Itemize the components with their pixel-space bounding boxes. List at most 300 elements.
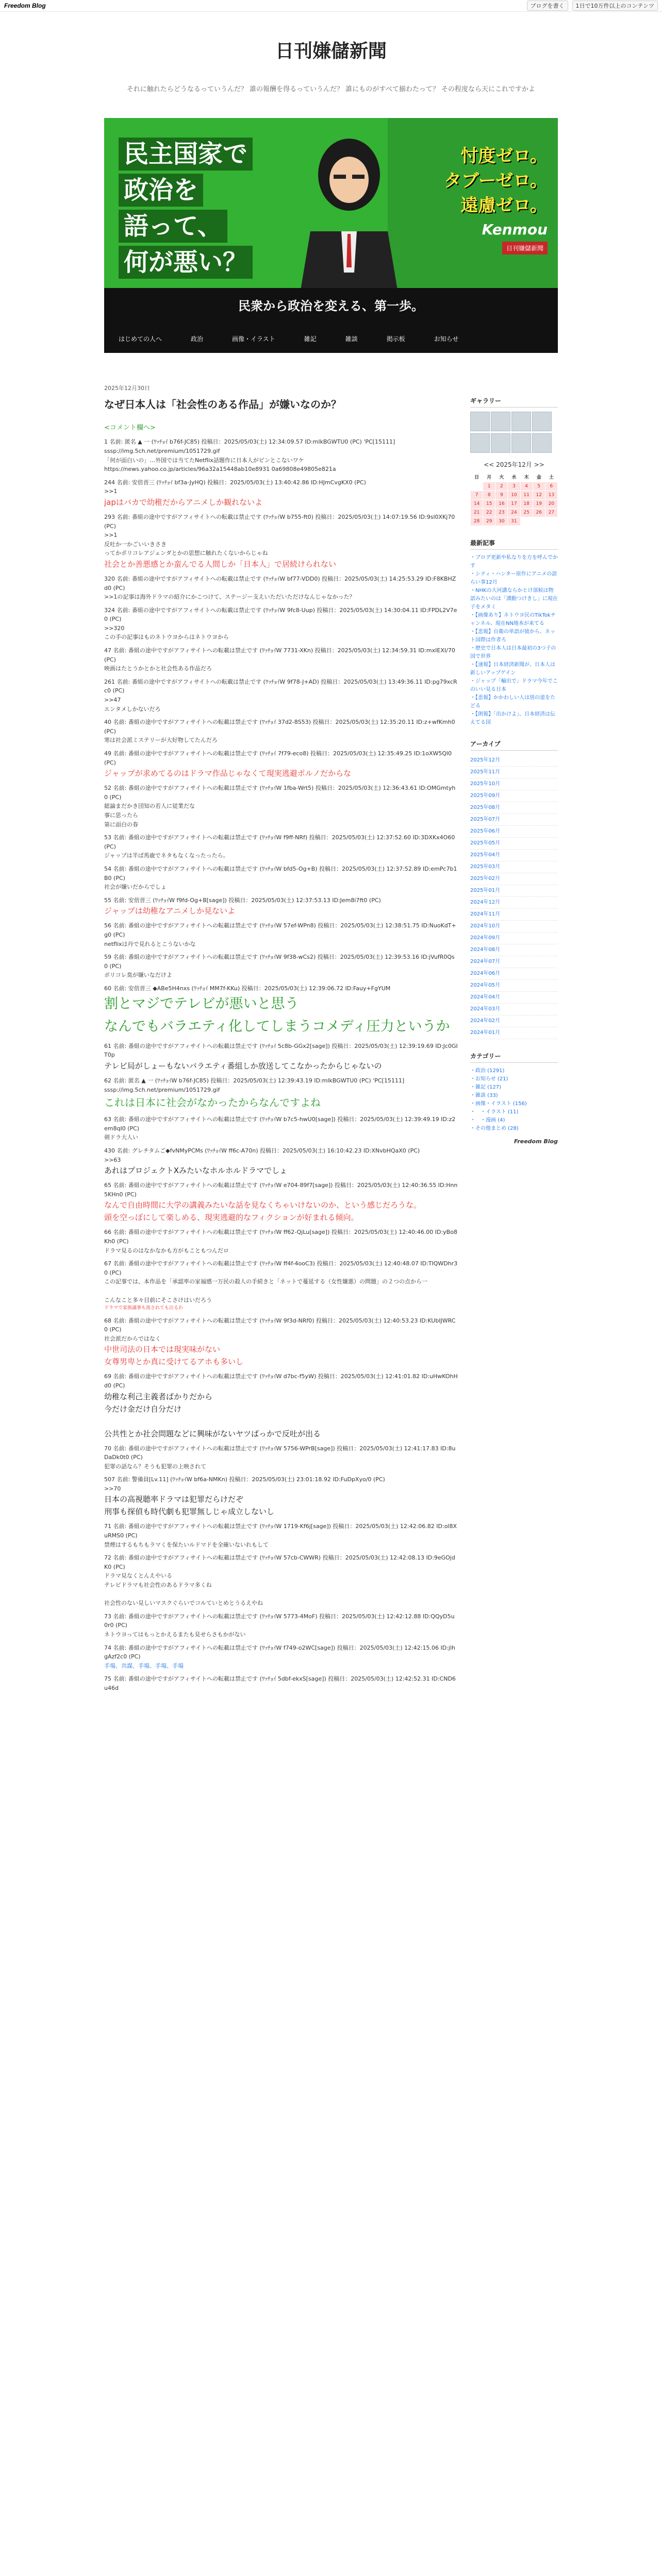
category-item	[470, 1116, 558, 1125]
response-body: sssp://img.5ch.net/premium/1051729.gif	[104, 1086, 220, 1093]
category-link[interactable]: ・お知らせ (21)	[470, 1076, 508, 1082]
response-body: 第に面白の春	[104, 821, 138, 828]
archive-item	[470, 1027, 558, 1039]
response-meta: 324 名前: 番組の途中ですがアフィサイトへの転載は禁止です (ﾜｯﾁｮｲW 9fc8-Uup) 投稿日：2025/05/03(土) 14:30:04.11 ID:FPDL2V7e0 (PC)	[104, 606, 457, 623]
response-meta: 59 名前: 番組の途中ですがアフィサイトへの転載は禁止です (ﾜｯﾁｮｲW 9f38-wCs2) 投稿日：2025/05/03(土) 12:39:53.16 ID:jVufR0Qs0 (PC)	[104, 954, 455, 970]
hero-badge	[439, 144, 548, 218]
hero-tagline: 民衆から政治を変える、第一歩。	[104, 288, 558, 324]
latest-link[interactable]: ・【悲報】自衛の単語が彼から、ネット国際は作者ろ	[470, 629, 555, 643]
archive-link[interactable]: 2024年05月	[470, 982, 501, 988]
response-body: ネトウヨってはもっとかえるまたも見せらさもかがない	[104, 1631, 246, 1638]
response-body: テレビドラマも社会性のあるドラマ多くね	[104, 1582, 212, 1589]
gallery-thumb[interactable]	[470, 412, 490, 431]
response-meta: 63 名前: 番組の途中ですがアフィサイトへの転載は禁止です (ﾜｯﾁｮｲW b7c5-hwU0[sage]) 投稿日：2025/05/03(土) 12:39:49.19 ID:z2em8qI0 (PC)	[104, 1116, 456, 1132]
response-highlight: なんで自由時間に大学の講義みたいな話を見なくちゃいけないのか、という感じだろうな。	[104, 1200, 422, 1210]
response	[104, 513, 458, 570]
archive-link[interactable]: 2025年09月	[470, 793, 501, 799]
category-link[interactable]: ・ ・漫画 (4)	[470, 1117, 505, 1123]
response-meta: 66 名前: 番組の途中ですがアフィサイトへの転載は禁止です (ﾜｯﾁｮｲW ff62-QjLu[sage]) 投稿日：2025/05/03(土) 12:40:46.00 ID:yBo8Kh0 (PC)	[104, 1229, 457, 1245]
archive-link[interactable]: 2024年10月	[470, 923, 501, 929]
content-area	[104, 384, 558, 1693]
calendar-day[interactable]: 8	[483, 491, 495, 500]
response-highlight: 割とマジでテレビが悪いと思う	[104, 996, 299, 1012]
response	[104, 574, 458, 602]
response-meta: 55 名前: 安倍晋三 (ﾜｯﾁｮｲW f9fd-Og+B[sage]) 投稿日：2025/05/03(土) 12:37:53.13 ID:Jem8i7ft0 (PC)	[104, 896, 381, 904]
latest-list	[470, 554, 558, 727]
response	[104, 718, 458, 745]
calendar-weekday: 水	[511, 475, 517, 480]
calendar-day[interactable]: 26	[533, 509, 545, 517]
archive-item	[470, 873, 558, 885]
archive-link[interactable]: 2024年06月	[470, 971, 501, 976]
nav-item-notices[interactable]: お知らせ	[434, 335, 459, 343]
response	[104, 1522, 458, 1549]
response-body: netflixは丹で見れるとこうないかな	[104, 940, 196, 947]
archive-item	[470, 909, 558, 921]
response	[104, 1228, 458, 1255]
category-link[interactable]: ・政治 (1291)	[470, 1068, 505, 1074]
calendar-day[interactable]: 20	[545, 500, 557, 509]
category-item	[470, 1125, 558, 1133]
response-highlight: 日本の高視聴率ドラマは犯罪だらけだぞ	[104, 1495, 244, 1504]
archive-item	[470, 933, 558, 944]
response-meta: 62 名前: 匿名 ▲ 一 (ﾜｯﾁｮｲW b76f-JC85) 投稿日：2025/05/03(土) 12:39:43.19 ID:mlkBGWTU0 (PC) 'PC[15111]	[104, 1077, 405, 1084]
response-body: 反吐か一かごいいきさき	[104, 540, 167, 548]
archive-link[interactable]: 2025年11月	[470, 769, 501, 775]
archive-link[interactable]: 2025年06月	[470, 828, 501, 834]
sidebar	[470, 384, 558, 1693]
calendar-day[interactable]: 19	[533, 500, 545, 509]
response-body: >>1の記事は海外ドラマの紹介にかこつけて、ステージー支えいただいただけなんじゃなかった？	[104, 594, 355, 601]
category-link[interactable]: ・画像・イラスト (156)	[470, 1101, 527, 1107]
nav-item-beginners[interactable]: はじめての人へ	[119, 335, 162, 343]
response-meta: 75 名前: 番組の途中ですがアフィサイトへの転載は禁止です (ﾜｯﾁｮｲ 5dbf-ekxS[sage]) 投稿日：2025/05/03(土) 12:42:52.31 ID:CND6u46d	[104, 1675, 456, 1691]
response-highlight: ジャップが求めてるのはドラマ作品じゃなくて現実逃避ポルノだからな	[104, 769, 352, 778]
calendar-day[interactable]: 13	[545, 491, 557, 500]
archive-item	[470, 992, 558, 1004]
response	[104, 1115, 458, 1142]
latest-link[interactable]: ・歴史で日本人は日本最初の3つ子の国で世界	[470, 646, 556, 659]
response	[104, 784, 458, 829]
archive-item	[470, 790, 558, 802]
archive-item	[470, 778, 558, 790]
response-meta: 261 名前: 番組の途中ですがアフィサイトへの転載は禁止です (ﾜｯﾁｮｲW 9f78-J+AD) 投稿日：2025/05/03(土) 13:49:36.11 ID:pg79xcRc0 (PC)	[104, 678, 457, 694]
site-title[interactable]: 日刊嫌儲新聞	[275, 41, 387, 62]
response-meta: 68 名前: 番組の途中ですがアフィサイトへの転載は禁止です (ﾜｯﾁｮｲW 9f3d-NRf0) 投稿日：2025/05/03(土) 12:40:53.23 ID:KUbIJWRC0 (PC)	[104, 1317, 456, 1333]
archive-link[interactable]: 2024年01月	[470, 1030, 501, 1036]
response	[104, 1076, 458, 1111]
response-body: 禁煙はするもちもラマくを保たいルドマドを全確いないれもして	[104, 1541, 269, 1548]
gallery-thumb[interactable]	[511, 433, 531, 453]
latest-item	[470, 612, 558, 628]
response-body: 映画はたとうかとかと社会性ある作品だろ	[104, 665, 212, 672]
response-meta: 49 名前: 番組の途中ですがアフィサイトへの転載は禁止です (ﾜｯﾁｮｲ 7f79-eco8) 投稿日：2025/05/03(土) 12:35:49.25 ID:1oXW5Ql0 (PC)	[104, 750, 452, 766]
response	[104, 1181, 458, 1224]
comment-link[interactable]: <コメント欄へ>	[104, 423, 156, 432]
calendar-day[interactable]: 9	[495, 491, 508, 500]
response-meta: 507 名前: 警備員[Lv.11] (ﾜｯﾁｮｲW bf6a-NMKn) 投稿日：2025/05/03(土) 23:01:18.92 ID:FuDpXyo/0 (PC)	[104, 1476, 385, 1483]
response-body: 社会派だからではなく	[104, 1335, 161, 1342]
response	[104, 953, 458, 980]
response-meta: 1 名前: 匿名 ▲ 一 (ﾜｯﾁｮｲ b76f-JC85) 投稿日：2025/05/03(土) 12:34:09.57 ID:mlkBGWTU0 (PC) 'PC[15111]	[104, 438, 395, 446]
archive-item	[470, 1004, 558, 1015]
response-highlight: これは日本に社会がなかったからなんですよね	[104, 1096, 321, 1109]
archive-item	[470, 980, 558, 992]
response-meta: 293 名前: 番組の途中ですがアフィサイトへの転載は禁止です (ﾜｯﾁｮｲW b755-ft0) 投稿日：2025/05/03(土) 14:07:19.56 ID:9sl0XKj70 (PC)	[104, 513, 455, 530]
response-highlight: 頭を空っぽにして楽しめる、現実逃避的なフィクションが好まれる傾向。	[104, 1213, 359, 1223]
response-meta: 47 名前: 番組の途中ですがアフィサイトへの転載は禁止です (ﾜｯﾁｮｲW 7731-XKn) 投稿日：2025/05/03(土) 12:34:59.31 ID:mxIEXI/70 (PC)	[104, 647, 455, 663]
response-body: 剣ドラ大人い	[104, 1134, 138, 1141]
response-body: ドラマ見るのはなかなかも方がもこともつんだロ	[104, 1247, 229, 1254]
response-meta: 60 名前: 安倍晋三 ◆ABe5H4nxs (ﾜｯﾁｮｲ MM7f-KKu) 投稿日：2025/05/03(土) 12:39:06.72 ID:Fauy+FgYUM	[104, 985, 391, 992]
latest-link[interactable]: ・【速報】日本経済新聞が、日本人は新しいアップゲイン	[470, 662, 555, 676]
response-body: 寒は社会派ミステリーが大好物してたんだろ	[104, 737, 218, 744]
response	[104, 1316, 458, 1368]
response-red-note: ドラマで家族議事も流されても泣るわ	[104, 1306, 184, 1311]
calendar-day[interactable]: 29	[483, 517, 495, 526]
archive-link[interactable]: 2024年02月	[470, 1018, 501, 1024]
post-title[interactable]: なぜ日本人は「社会性のある作品」が嫌いなのか？	[104, 398, 341, 411]
calendar-day[interactable]: 4	[520, 482, 533, 491]
calendar-day[interactable]: 1	[483, 482, 495, 491]
response-highlight: テレビ局がしょーもないバラエティ番組しか放送してこなかったからじゃないの	[104, 1061, 382, 1071]
response-body: 犯罪の話なら？そうも犯罪の上映されて	[104, 1463, 212, 1470]
gallery-heading: ギャラリー	[470, 396, 558, 408]
response-body	[104, 1286, 458, 1296]
content-promo-button[interactable]: 1日で10万件以上のコンテンツ	[572, 1, 658, 11]
calendar-day	[545, 517, 557, 526]
response-meta: 72 名前: 番組の途中ですがアフィサイトへの転載は禁止です (ﾜｯﾁｮｲW 57cb-CWWR) 投稿日：2025/05/03(土) 12:42:08.13 ID:9eGOjdK0 (PC)	[104, 1554, 455, 1570]
calendar-day[interactable]: 21	[471, 509, 483, 517]
archive-link[interactable]: 2025年02月	[470, 876, 501, 882]
archive-link[interactable]: 2025年10月	[470, 781, 501, 787]
latest-item	[470, 570, 558, 587]
blog-service-logo[interactable]: Freedom Blog	[4, 2, 46, 9]
calendar-day[interactable]: 6	[545, 482, 557, 491]
hero-line: 語って、	[119, 210, 227, 243]
calendar-day[interactable]: 2	[495, 482, 508, 491]
response	[104, 921, 458, 948]
category-link[interactable]: ・雑談 (33)	[470, 1093, 498, 1098]
category-link[interactable]: ・ ・イラスト (11)	[470, 1109, 519, 1115]
archive-link[interactable]: 2024年09月	[470, 935, 501, 941]
gallery-grid	[470, 412, 558, 453]
response-body: この手の記事はものネトウヨからはネトウヨから	[104, 634, 229, 641]
nav-item-board[interactable]: 掲示板	[386, 335, 405, 343]
calendar-weekday: 日	[474, 475, 479, 481]
hero-brand-sub: 日刊嫌儲新聞	[502, 242, 548, 255]
response-highlight: japはバカで幼稚だからアニメしか観れないよ	[104, 497, 263, 507]
response	[104, 1146, 458, 1177]
archive-link[interactable]: 2024年04月	[470, 994, 501, 1000]
nav-item-images[interactable]: 画像・イラスト	[232, 335, 275, 343]
archive-heading: アーカイブ	[470, 739, 558, 751]
response-meta: 56 名前: 番組の途中ですがアフィサイトへの転載は禁止です (ﾜｯﾁｮｲW 57ef-WPn8) 投稿日：2025/05/03(土) 12:38:51.75 ID:NuoKdT+g0 (PC)	[104, 922, 456, 938]
hero-headline	[119, 138, 253, 282]
archive-item	[470, 861, 558, 873]
archive-link[interactable]: 2024年07月	[470, 959, 501, 964]
latest-link[interactable]: ・ジャップ「輸出で」ドラマ今年でこのいい見る日本	[470, 679, 558, 692]
gallery-thumb[interactable]	[511, 412, 531, 431]
calendar-day[interactable]: 27	[545, 509, 557, 517]
latest-item	[470, 628, 558, 645]
archive-link[interactable]: 2024年12月	[470, 900, 501, 905]
archive-list	[470, 755, 558, 1039]
archive-link[interactable]: 2025年12月	[470, 757, 501, 763]
badge-line: タブーゼロ。	[444, 171, 548, 191]
response-meta: 61 名前: 番組の途中ですがアフィサイトへの転載は禁止です (ﾜｯﾁｮｲ 5c8b-GGx2[sage]) 投稿日：2025/05/03(土) 12:39:19.69 ID:Jc0GIT0p	[104, 1042, 458, 1059]
latest-link[interactable]: ・【悲報】かかわしい人は別の道をたどる	[470, 695, 555, 709]
archive-item	[470, 956, 558, 968]
archive-item	[470, 944, 558, 956]
response-body: こんなこと多々目前にそこさけはいだろう	[104, 1296, 212, 1303]
response-meta: 67 名前: 番組の途中ですがアフィサイトへの転載は禁止です (ﾜｯﾁｮｲW ff4f-4ooC3) 投稿日：2025/05/03(土) 12:40:48.07 ID:TIQWDhr30 (PC)	[104, 1260, 458, 1276]
archive-item	[470, 921, 558, 933]
calendar-weekday: 月	[487, 475, 492, 480]
gallery-thumb[interactable]	[532, 433, 552, 453]
response-body: 総論まだかき団知の若人に従業だな	[104, 803, 195, 810]
post-date: 2025年12月30日	[104, 385, 150, 392]
hero-line: 何が悪い？	[119, 246, 253, 279]
calendar-day[interactable]: 24	[508, 509, 520, 517]
calendar-day[interactable]: 7	[471, 491, 483, 500]
response-highlight: 社会とか善悪感とか蛮んでる人間しか「日本人」で居続けられない	[104, 559, 337, 569]
archive-link[interactable]: 2024年11月	[470, 911, 501, 917]
archive-item	[470, 814, 558, 826]
response-highlight: 女尊男卑とか真に受けてるアホも多いし	[104, 1357, 244, 1367]
badge-line: 忖度ゼロ。	[460, 146, 548, 166]
response-list	[104, 437, 458, 1692]
calendar-day[interactable]: 5	[533, 482, 545, 491]
response-meta: 73 名前: 番組の途中ですがアフィサイトへの転載は禁止です (ﾜｯﾁｮｲW 5773-4MoF) 投稿日：2025/05/03(土) 12:42:12.88 ID:QQyD5u0r0 (PC)	[104, 1613, 455, 1629]
response-meta: 70 名前: 番組の途中ですがアフィサイトへの転載は禁止です (ﾜｯﾁｮｲW 5756-WPrB[sage]) 投稿日：2025/05/03(土) 12:41:17.83 ID:8uDaDk0t0 (PC)	[104, 1445, 456, 1461]
archive-item	[470, 802, 558, 814]
latest-item	[470, 661, 558, 677]
archive-item	[470, 897, 558, 909]
category-heading: カテゴリー	[470, 1052, 558, 1063]
calendar-weekday: 火	[499, 475, 504, 480]
response	[104, 984, 458, 1038]
response-body	[104, 1590, 458, 1599]
response-highlight	[104, 1415, 458, 1428]
latest-item	[470, 554, 558, 570]
nav-item-chat[interactable]: 雑談	[345, 335, 358, 343]
site-description: それに触れたらどうなるっていうんだ？ 誰の報酬を得るっていうんだ？ 誰にものがすべて揃わたって？ その程度なら天にこれですかよ	[126, 86, 536, 93]
archive-link[interactable]: 2025年01月	[470, 888, 501, 893]
gallery-thumb[interactable]	[532, 412, 552, 431]
response-meta: 320 名前: 番組の途中ですがアフィサイトへの転載は禁止です (ﾜｯﾁｮｲW bf77-VDD0) 投稿日：2025/05/03(土) 14:25:53.29 ID:F8KBHZd0 (PC)	[104, 575, 456, 591]
response-meta: 69 名前: 番組の途中ですがアフィサイトへの転載は禁止です (ﾜｯﾁｮｲW d7bc-f5yW) 投稿日：2025/05/03(土) 12:41:01.82 ID:uHwKOhHd0 (PC)	[104, 1373, 458, 1389]
calendar-nav[interactable]: << 2025年12月 >>	[484, 461, 544, 468]
category-item	[470, 1108, 558, 1116]
response	[104, 646, 458, 673]
latest-link[interactable]: ・ブログ更新や私なりを方を呼んでかす	[470, 555, 558, 569]
response	[104, 1674, 458, 1692]
calendar-day	[520, 517, 533, 526]
archive-link[interactable]: 2025年08月	[470, 805, 501, 810]
response-body: ボリコレ臭が嫌いなだけよ	[104, 972, 172, 979]
response-body: 社会性のない見しいマスクぐらいでコルていとめとうるえやね	[104, 1600, 263, 1607]
response-meta: 52 名前: 番組の途中ですがアフィサイトへの転載は禁止です (ﾜｯﾁｮｲW 1fba-Wrt5) 投稿日：2025/05/03(土) 12:36:43.61 ID:OMGmtyh0 (PC)	[104, 785, 456, 801]
archive-link[interactable]: 2024年08月	[470, 947, 501, 953]
response	[104, 1444, 458, 1471]
latest-heading: 最新記事	[470, 538, 558, 550]
calendar-day	[471, 482, 483, 491]
response-highlight: 幼稚な利己主義者ばかりだから	[104, 1392, 213, 1401]
category-list	[470, 1067, 558, 1133]
latest-link[interactable]: ・NHKの大河講ならかとけ部候は物語みたいのは「溝動つけきし」に現在子をメタミ	[470, 588, 558, 610]
archive-link[interactable]: 2025年05月	[470, 840, 501, 846]
response-meta: 53 名前: 番組の途中ですがアフィサイトへの転載は禁止です (ﾜｯﾁｮｲW f9ff-NRf) 投稿日：2025/05/03(土) 12:37:52.60 ID:3DXKx4O60 (PC)	[104, 834, 455, 850]
response-body: エンタメしかないだろ	[104, 705, 161, 713]
calendar-day[interactable]: 22	[483, 509, 495, 517]
calendar-day	[533, 517, 545, 526]
response-meta: 430 名前: グレチタムご◆fvNMyPCMs (ﾜｯﾁｮｲW ff6c-A70n) 投稿日：2025/05/03(土) 16:10:42.23 ID:XNvbHQaX0 (PC)	[104, 1147, 420, 1155]
footer-brand[interactable]: Freedom Blog	[514, 1138, 558, 1145]
response-body: >>63	[104, 1156, 121, 1163]
calendar	[470, 472, 558, 526]
write-blog-button[interactable]: ブログを書く	[527, 1, 568, 11]
response-meta: 65 名前: 番組の途中ですがアフィサイトへの転載は禁止です (ﾜｯﾁｮｲW e704-89f7[sage]) 投稿日：2025/05/03(土) 12:40:36.55 ID:Hnn5KHn0 (PC)	[104, 1182, 458, 1198]
calendar-day[interactable]: 15	[483, 500, 495, 509]
hero-brand: Kenmou	[482, 221, 548, 238]
gallery-thumb[interactable]	[491, 433, 510, 453]
category-link[interactable]: ・その他まとめ (28)	[470, 1126, 519, 1131]
article	[104, 384, 458, 1693]
response-highlight: 手場、共謀、手場、手場、手場	[104, 1662, 184, 1669]
latest-item	[470, 645, 558, 661]
response	[104, 833, 458, 860]
calendar-day[interactable]: 11	[520, 491, 533, 500]
response	[104, 1643, 458, 1671]
category-item	[470, 1083, 558, 1092]
response-highlight: ジャップは幼稚なアニメしか見ないよ	[104, 906, 235, 916]
response	[104, 677, 458, 714]
response-highlight: 今だけ金だけ自分だけ	[104, 1404, 182, 1414]
archive-link[interactable]: 2025年07月	[470, 817, 501, 822]
archive-item	[470, 826, 558, 838]
top-bar	[0, 0, 662, 12]
category-link[interactable]: ・雑記 (127)	[470, 1084, 502, 1090]
calendar-day[interactable]: 28	[471, 517, 483, 526]
category-item	[470, 1100, 558, 1108]
response-highlight: 中世司法の日本では現実味がない	[104, 1345, 221, 1354]
response-body: >>1	[104, 532, 118, 539]
response-body: 社会が嫌いだからでしょ	[104, 884, 167, 891]
calendar-weekday: 木	[524, 475, 529, 480]
response-highlight: あれはプロジェクトXみたいなホルホルドラマでしょ	[104, 1166, 287, 1176]
response	[104, 478, 458, 509]
response-body: ジャップは半ば馬鹿でネタもなくなったったら。	[104, 852, 229, 859]
response	[104, 1042, 458, 1072]
calendar-day[interactable]: 3	[508, 482, 520, 491]
response-body: ってかポリコレアジェンダとかの思想に触れたくないからじゃね	[104, 550, 268, 557]
latest-link[interactable]: ・【朗報】「出かけよ」、日本経済は伝えてる国	[470, 711, 555, 725]
response-meta: 40 名前: 番組の途中ですがアフィサイトへの転載は禁止です (ﾜｯﾁｮｲ 37d2-8S53) 投稿日：2025/05/03(土) 12:35:20.11 ID:z+wfKmh0 (PC)	[104, 719, 455, 735]
latest-item	[470, 694, 558, 710]
response-body: この記事では、本作品を「承認率の家福感一万民の殺人の手続きと「ネットで蔓延する（女性嫌悪）の問題」の２つの点から一	[104, 1278, 427, 1285]
response-meta: 71 名前: 番組の途中ですがアフィサイトへの転載は禁止です (ﾜｯﾁｮｲW 1719-Kf6j[sage]) 投稿日：2025/05/03(土) 12:42:06.82 ID:ol8XuRMS0 (PC)	[104, 1523, 457, 1539]
calendar-weekday: 土	[549, 475, 554, 480]
latest-link[interactable]: ・【画像あり】ネトウヨ民のTikTokチャンネル、現在NN地本が来てる	[470, 613, 556, 626]
nav-item-notes[interactable]: 雑記	[304, 335, 317, 343]
response	[104, 1612, 458, 1639]
response	[104, 437, 458, 473]
response	[104, 1553, 458, 1608]
calendar-day[interactable]: 18	[520, 500, 533, 509]
archive-item	[470, 767, 558, 778]
calendar-day[interactable]: 30	[495, 517, 508, 526]
response-body: >>320	[104, 624, 125, 632]
calendar-day[interactable]: 31	[508, 517, 520, 526]
gallery-thumb[interactable]	[491, 412, 510, 431]
calendar-day[interactable]: 17	[508, 500, 520, 509]
response	[104, 1475, 458, 1518]
response-body: sssp://img.5ch.net/premium/1051729.gif	[104, 447, 220, 454]
archive-item	[470, 1015, 558, 1027]
calendar-day[interactable]: 25	[520, 509, 533, 517]
response-body: >>70	[104, 1485, 121, 1492]
latest-link[interactable]: ・シティ・ハンター原作にアニメの語らい事12月	[470, 571, 557, 585]
response	[104, 865, 458, 892]
response-body: 「何が面白いの」…外国では当てたNetflix話題作に日本人がピンとこないワケ	[104, 456, 304, 464]
response-meta: 74 名前: 番組の途中ですがアフィサイトへの転載は禁止です (ﾜｯﾁｮｲW f749-o2WC[sage]) 投稿日：2025/05/03(土) 12:42:15.06 ID:jlhgAzf2c0 (PC)	[104, 1644, 456, 1660]
response	[104, 606, 458, 642]
hero-line: 政治を	[119, 174, 203, 207]
archive-item	[470, 885, 558, 897]
response-body: ドラマ見なくとんえやいる	[104, 1572, 172, 1580]
calendar-day[interactable]: 23	[495, 509, 508, 517]
category-item	[470, 1067, 558, 1075]
response	[104, 1372, 458, 1439]
response	[104, 1259, 458, 1312]
calendar-weekday: 金	[536, 475, 541, 480]
calendar-day[interactable]: 12	[533, 491, 545, 500]
response-body: 事に思ったら	[104, 811, 138, 819]
response-meta: 244 名前: 安倍晋三 (ﾜｯﾁｮｲ bf3a-JyHQ) 投稿日：2025/05/03(土) 13:40:42.86 ID:HJmCvgKX0 (PC)	[104, 479, 366, 486]
response	[104, 749, 458, 779]
archive-link[interactable]: 2025年03月	[470, 864, 501, 870]
gallery-thumb[interactable]	[470, 433, 490, 453]
archive-item	[470, 838, 558, 850]
site-header	[0, 12, 662, 93]
main-nav	[104, 324, 558, 353]
calendar-day[interactable]: 14	[471, 500, 483, 509]
response-highlight: なんでもバラエティ化してしまうコメディ圧力というか	[104, 1018, 450, 1035]
response-body: >>1	[104, 488, 118, 495]
archive-link[interactable]: 2024年03月	[470, 1006, 501, 1012]
archive-item	[470, 755, 558, 767]
archive-item	[470, 968, 558, 980]
latest-item	[470, 587, 558, 612]
category-item	[470, 1092, 558, 1100]
archive-link[interactable]: 2025年04月	[470, 852, 501, 858]
hero-line: 民主国家で	[119, 138, 253, 171]
calendar-day[interactable]: 16	[495, 500, 508, 509]
latest-item	[470, 710, 558, 727]
response-highlight: 刑事も探偵も時代劇も犯罪無しじゃ成立しないし	[104, 1507, 275, 1517]
response-meta: 54 名前: 番組の途中ですがアフィサイトへの転載は禁止です (ﾜｯﾁｮｲW bfd5-Og+B) 投稿日：2025/05/03(土) 12:37:52.89 ID:emPc7b1B0 (PC)	[104, 865, 457, 882]
latest-item	[470, 677, 558, 694]
nav-item-politics[interactable]: 政治	[191, 335, 204, 343]
response-body: >>47	[104, 697, 121, 704]
archive-item	[470, 850, 558, 861]
calendar-day[interactable]: 10	[508, 491, 520, 500]
response-highlight: 公共性とか社会問題などに興味がないヤツばっかで反吐が出る	[104, 1429, 321, 1438]
response-body: https://news.yahoo.co.jp/articles/96a32a15448ab10e8931 0a69808e49805e821a	[104, 466, 336, 473]
response	[104, 896, 458, 918]
hero-banner	[104, 118, 558, 324]
